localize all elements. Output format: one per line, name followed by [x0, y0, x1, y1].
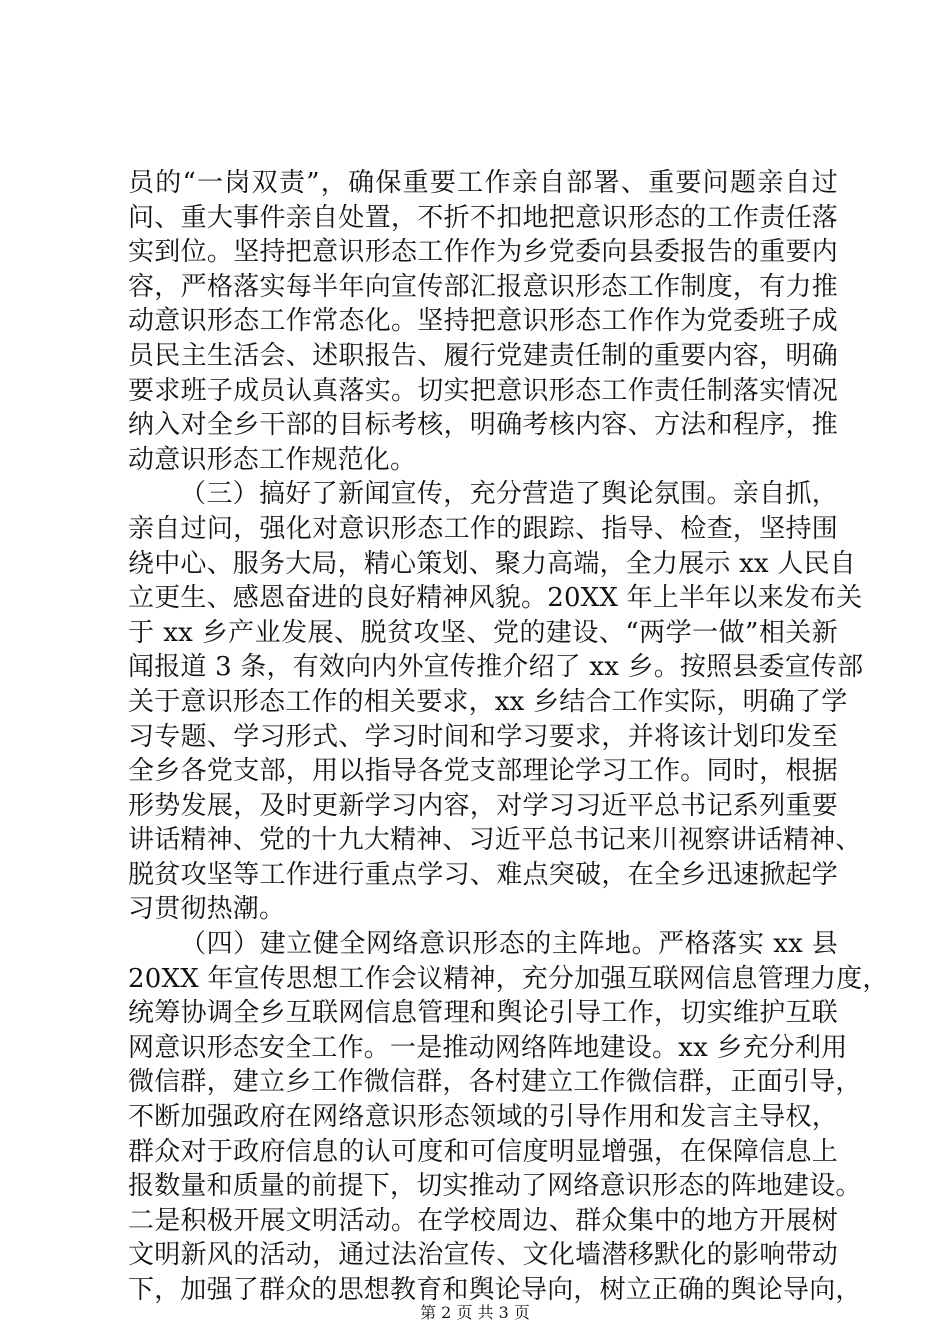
text-line: 网意识形态安全工作。一是推动网络阵地建设。xx 乡充分利用	[128, 1032, 848, 1063]
text-line: 关于意识形态工作的相关要求，xx 乡结合工作实际，明确了学	[128, 686, 848, 717]
text-line: 纳入对全乡干部的目标考核，明确考核内容、方法和程序，推	[128, 410, 838, 441]
text-line: 习贯彻热潮。	[128, 894, 286, 925]
text-line: 员的“一岗双责”，确保重要工作亲自部署、重要问题亲自过	[128, 168, 838, 198]
text-line: 形势发展，及时更新学习内容，对学习习近平总书记系列重要	[128, 790, 838, 821]
page-footer: 第 2 页 共 3 页	[420, 1303, 530, 1322]
text-line: 于 xx 乡产业发展、脱贫攻坚、党的建设、“两学一做”相关新	[128, 617, 838, 648]
text-line: 脱贫攻坚等工作进行重点学习、难点突破，在全乡迅速掀起学	[128, 859, 838, 890]
text-line: 20XX 年宣传思想工作会议精神，充分加强互联网信息管理力度，	[128, 963, 889, 994]
text-line: 问、重大事件亲自处置，不折不扣地把意识形态的工作责任落	[128, 202, 838, 233]
text-line: 容，严格落实每半年向宣传部汇报意识形态工作制度，有力推	[128, 271, 838, 302]
text-line: 讲话精神、党的十九大精神、习近平总书记来川视察讲话精神、	[128, 825, 862, 856]
text-line: 二是积极开展文明活动。在学校周边、群众集中的地方开展树	[128, 1205, 838, 1236]
text-line: 不断加强政府在网络意识形态领域的引导作用和发言主导权，	[128, 1102, 838, 1133]
text-line: 立更生、感恩奋进的良好精神风貌。20XX 年上半年以来发布关	[128, 583, 863, 614]
text-line: 要求班子成员认真落实。切实把意识形态工作责任制落实情况	[128, 375, 838, 406]
text-line: 习专题、学习形式、学习时间和学习要求，并将该计划印发至	[128, 721, 838, 752]
text-line: 全乡各党支部，用以指导各党支部理论学习工作。同时，根据	[128, 756, 838, 787]
text-line: 动意识形态工作规范化。	[128, 444, 417, 475]
text-line: 文明新风的活动，通过法治宣传、文化墙潜移默化的影响带动	[128, 1240, 838, 1271]
text-line: 微信群，建立乡工作微信群，各村建立工作微信群，正面引导，	[128, 1067, 862, 1098]
text-line: 群众对于政府信息的认可度和可信度明显增强，在保障信息上	[128, 1136, 838, 1167]
text-line: 绕中心、服务大局，精心策划、聚力高端，全力展示 xx 人民自	[128, 548, 856, 579]
body-text	[128, 166, 889, 1308]
text-line: 报数量和质量的前提下，切实推动了网络意识形态的阵地建设。	[128, 1171, 862, 1202]
text-line: （三）搞好了新闻宣传，充分营造了舆论氛围。亲自抓，	[180, 479, 838, 510]
text-line: 亲自过问，强化对意识形态工作的跟踪、指导、检查，坚持围	[128, 513, 838, 544]
text-line: 动意识形态工作常态化。坚持把意识形态工作作为党委班子成	[128, 306, 838, 337]
text-line: 闻报道 3 条，有效向内外宣传推介绍了 xx 乡。按照县委宣传部	[128, 652, 864, 683]
text-line: 员民主生活会、述职报告、履行党建责任制的重要内容，明确	[128, 340, 838, 371]
text-line: 统筹协调全乡互联网信息管理和舆论引导工作，切实维护互联	[128, 998, 838, 1029]
text-line: 实到位。坚持把意识形态工作作为乡党委向县委报告的重要内	[128, 237, 838, 268]
text-line: （四）建立健全网络意识形态的主阵地。严格落实 xx 县	[180, 929, 838, 960]
text-line: 下，加强了群众的思想教育和舆论导向，树立正确的舆论导向，	[128, 1275, 862, 1305]
